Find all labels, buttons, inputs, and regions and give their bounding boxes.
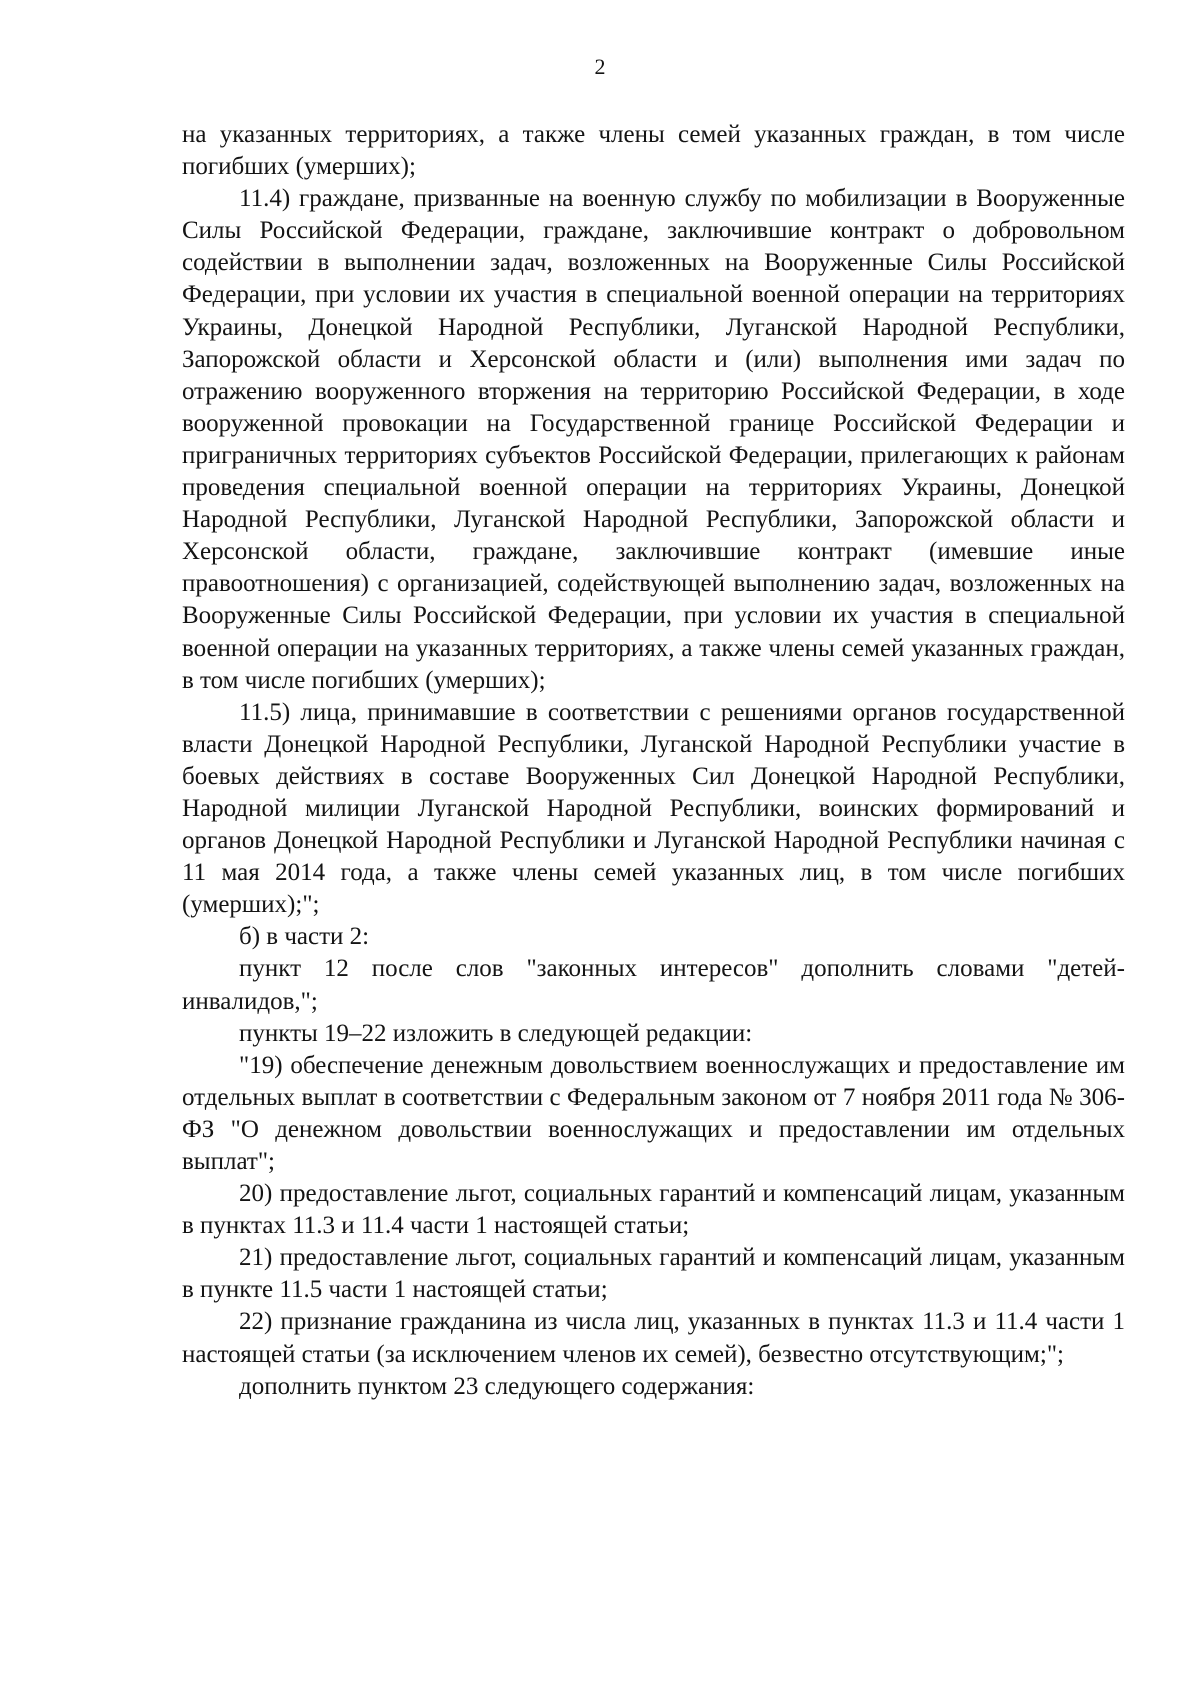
paragraph-item-12-amendment: пункт 12 после слов "законных интересов" дополнить словами "детей-инвалидов,"; bbox=[182, 955, 1125, 1015]
paragraph-part-2-heading: б) в части 2: bbox=[239, 923, 370, 951]
paragraph-continuation: на указанных территориях, а также члены семей указанных граждан, в том числе погибших (умерших); bbox=[182, 121, 1125, 181]
paragraph-item-11-4: 11.4) граждане, призванные на военную службу по мобилизации в Вооруженные Силы Российской Федерации, граждане, заключившие контракт о добровольном содействии в выполнении задач, возложенных на Вооруженные Силы Российской Федерации, при условии их участия в специальной военной операции на территориях Украины, Донецкой Народной Республики, Луганской Народной Республики, Запорожской области и Херсонской области и (или) выполнения ими задач по отражению вооруженного вторжения на территорию Российской Федерации, в ходе вооруженной провокации на Государственной границе Российской Федерации и приграничных территориях субъектов Российской Федерации, прилегающих к районам проведения специальной военной операции на территориях Украины, Донецкой Народной Республики, Луганской Народной Республики, Запорожской области и Херсонской области, граждане, заключившие контракт (имевшие иные правоотношения) с организацией, содействующей выполнению задач, возложенных на Вооруженные Силы Российской Федерации, при условии их участия в специальной военной операции на указанных территориях, а также члены семей указанных граждан, в том числе погибших (умерших); bbox=[182, 185, 1125, 694]
paragraph-item-20: 20) предоставление льгот, социальных гарантий и компенсаций лицам, указанным в пунктах 11.3 и 11.4 части 1 настоящей статьи; bbox=[182, 1180, 1125, 1240]
document-body bbox=[182, 119, 1125, 1403]
paragraph-item-11-5: 11.5) лица, принимавшие в соответствии с решениями органов государственной власти Донецкой Народной Республики, Луганской Народной Республики участие в боевых действиях в составе Вооруженных Сил Донецкой Народной Республики, Народной милиции Луганской Народной Республики, воинских формирований и органов Донецкой Народной Республики и Луганской Народной Республики начиная с 11 мая 2014 года, а также члены семей указанных лиц, в том числе погибших (умерших);"; bbox=[182, 698, 1125, 919]
paragraph-item-22: 22) признание гражданина из числа лиц, указанных в пунктах 11.3 и 11.4 части 1 настоящей статьи (за исключением членов их семей), безвестно отсутствующим;"; bbox=[182, 1308, 1125, 1368]
paragraph-item-21: 21) предоставление льгот, социальных гарантий и компенсаций лицам, указанным в пункте 11.5 части 1 настоящей статьи; bbox=[182, 1244, 1125, 1304]
paragraph-item-19: "19) обеспечение денежным довольствием военнослужащих и предоставление им отдельных выплат в соответствии с Федеральным законом от 7 ноября 2011 года № 306-ФЗ "О денежном довольствии военнослужащих и предоставлении им отдельных выплат"; bbox=[182, 1051, 1125, 1175]
paragraph-items-19-22-intro: пункты 19–22 изложить в следующей редакции: bbox=[239, 1019, 753, 1047]
page-number: 2 bbox=[594, 54, 606, 79]
paragraph-item-23-intro: дополнить пунктом 23 следующего содержания: bbox=[239, 1372, 755, 1400]
